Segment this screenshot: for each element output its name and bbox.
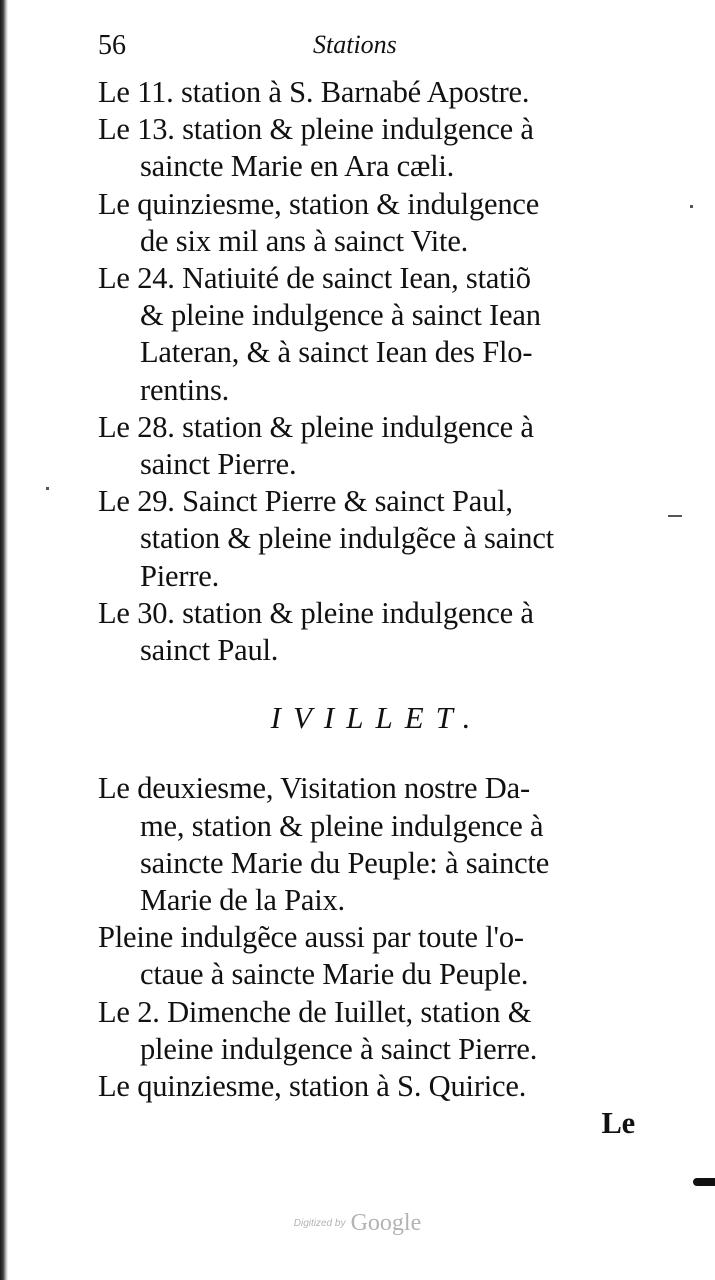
entry-line: Le quinziesme, station à S. Quirice. <box>98 1069 527 1104</box>
entries-before <box>98 74 643 669</box>
entry-line: Le 24. Natiuité de sainct Iean, statiõ <box>98 261 531 296</box>
entry-line: rentins. <box>140 372 230 407</box>
page-number: 56 <box>98 30 126 61</box>
google-logo: Google <box>350 1210 422 1236</box>
entry-line: saincte Marie en Ara cæli. <box>140 149 455 184</box>
calendar-entry <box>98 111 643 185</box>
catchword: Le <box>601 1106 635 1141</box>
entry-line: Le deuxiesme, Visitation nostre Da- <box>98 771 530 806</box>
entry-line: Pierre. <box>140 558 220 593</box>
ink-speck <box>690 205 693 208</box>
entry-line: Le 29. Sainct Pierre & sainct Paul, <box>98 484 513 519</box>
entries-after <box>98 770 643 1105</box>
calendar-entry <box>98 994 643 1068</box>
entry-line: sainct Paul. <box>140 633 279 668</box>
entry-line: sainct Pierre. <box>140 447 297 482</box>
watermark-prefix: Digitized by <box>293 1218 346 1229</box>
entry-line: me, station & pleine indulgence à <box>140 808 544 843</box>
entry-line: ctaue à saincte Marie du Peuple. <box>140 957 529 992</box>
entry-line: saincte Marie du Peuple: à saincte <box>140 845 550 880</box>
calendar-entry <box>98 1068 643 1105</box>
calendar-entry <box>98 409 643 483</box>
ink-speck <box>668 515 682 517</box>
entry-line: Le 11. station à S. Barnabé Apostre. <box>98 75 530 109</box>
month-heading: IVILLET. <box>270 700 483 736</box>
calendar-entry <box>98 919 643 993</box>
page-edge-mark <box>693 1178 715 1186</box>
entry-line: Le 2. Dimenche de Iuillet, station & <box>98 994 532 1029</box>
entry-line: station & pleine indulgẽce à sainct <box>140 521 554 556</box>
calendar-entry <box>98 186 643 260</box>
running-head: Stations <box>313 30 397 59</box>
entry-line: Le quinziesme, station & indulgence <box>98 186 540 221</box>
entry-line: Pleine indulgẽce aussi par toute l'o- <box>98 920 524 955</box>
entry-line: & pleine indulgence à sainct Iean <box>140 298 541 333</box>
entry-line: Le 13. station & pleine indulgence à <box>98 112 534 147</box>
entry-line: Marie de la Paix. <box>140 883 345 918</box>
entry-line: pleine indulgence à sainct Pierre. <box>140 1031 538 1066</box>
digitized-by-google-watermark <box>0 1210 715 1237</box>
entry-line: de six mil ans à sainct Vite. <box>140 223 469 258</box>
calendar-entry <box>98 74 643 111</box>
ink-speck <box>46 487 49 490</box>
binding-edge <box>0 0 8 1280</box>
entry-line: Le 28. station & pleine indulgence à <box>98 409 534 444</box>
calendar-entry <box>98 483 643 595</box>
calendar-entry <box>98 595 643 669</box>
entry-line: Le 30. station & pleine indulgence à <box>98 595 534 630</box>
calendar-entry <box>98 770 643 919</box>
page-header <box>98 30 638 66</box>
calendar-entry <box>98 260 643 409</box>
text-block <box>98 74 643 1142</box>
entry-line: Lateran, & à sainct Iean des Flo- <box>140 335 533 370</box>
